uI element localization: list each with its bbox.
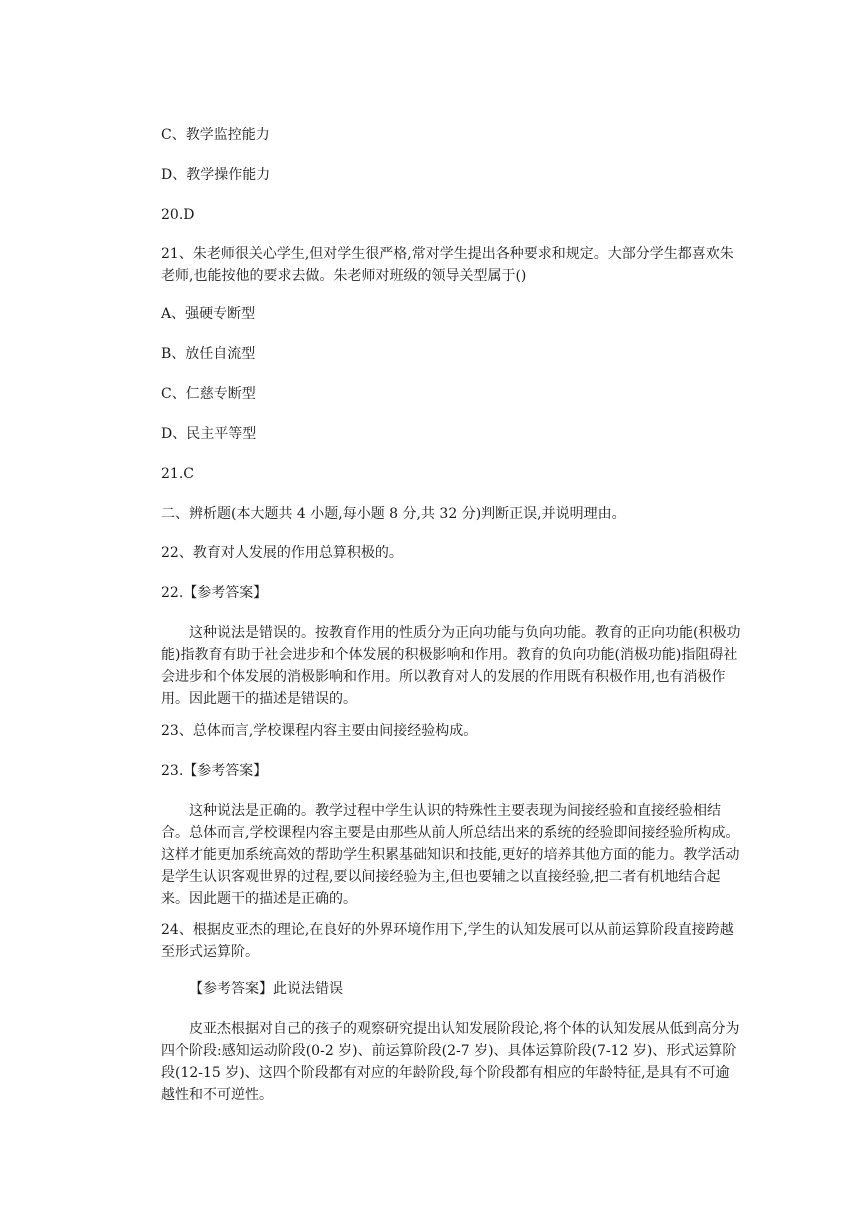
- question-21: 21、朱老师很关心学生,但对学生很严格,常对学生提出各种要求和规定。大部分学生都喜欢朱老师,也能按他的要求去做。朱老师对班级的领导关型属于(): [161, 246, 734, 284]
- option-c-monitoring: C、教学监控能力: [161, 127, 270, 143]
- answer-24-heading: 【参考答案】此说法错误: [189, 981, 343, 997]
- answer-21: 21.C: [161, 466, 194, 482]
- option-a-authoritarian: A、强硬专断型: [161, 306, 256, 322]
- section-heading-discrimination: 二、辨析题(本大题共 4 小题,每小题 8 分,共 32 分)判断正误,并说明理由。: [161, 506, 626, 522]
- answer-23-heading: 23.【参考答案】: [161, 763, 268, 779]
- option-d-operation: D、教学操作能力: [161, 167, 271, 183]
- answer-24-body: 皮亚杰根据对自己的孩子的观察研究提出认知发展阶段论,将个体的认知发展从低到高分为四个阶段:感知运动阶段(0-2 岁)、前运算阶段(2-7 岁)、具体运算阶段(7-12 岁)、形式运算阶段(12-15 岁)、这四个阶段都有对应的年龄阶段,每个阶段都有相应的年龄特征,是具有不可逾越性和不可逆性。: [161, 1021, 740, 1103]
- option-c-benevolent: C、仁慈专断型: [161, 386, 256, 402]
- question-22: 22、教育对人发展的作用总算积极的。: [161, 545, 403, 561]
- question-24: 24、根据皮亚杰的理论,在良好的外界环境作用下,学生的认知发展可以从前运算阶段直接跨越至形式运算阶。: [161, 922, 734, 960]
- question-23: 23、总体而言,学校课程内容主要由间接经验构成。: [161, 723, 478, 739]
- answer-22-heading: 22.【参考答案】: [161, 585, 268, 601]
- answer-20: 20.D: [161, 207, 195, 223]
- answer-22-body: 这种说法是错误的。按教育作用的性质分为正向功能与负向功能。教育的正向功能(积极功能)指教育有助于社会进步和个体发展的积极影响和作用。教育的负向功能(消极功能)指阻碍社会进步和个体发展的消极影响和作用。所以教育对人的发展的作用既有积极作用,也有消极作用。因此题干的描述是错误的。: [161, 625, 741, 707]
- option-b-laissez-faire: B、放任自流型: [161, 346, 256, 362]
- option-d-democratic: D、民主平等型: [161, 426, 257, 442]
- answer-23-body: 这种说法是正确的。教学过程中学生认识的特殊性主要表现为间接经验和直接经验相结合。总体而言,学校课程内容主要是由那些从前人所总结出来的系统的经验即间接经验所构成。这样才能更加系统高效的帮助学生积累基础知识和技能,更好的培养其他方面的能力。教学活动是学生认识客观世界的过程,要以间接经验为主,但也要辅之以直接经验,把二者有机地结合起来。因此题干的描述是正确的。: [161, 803, 740, 907]
